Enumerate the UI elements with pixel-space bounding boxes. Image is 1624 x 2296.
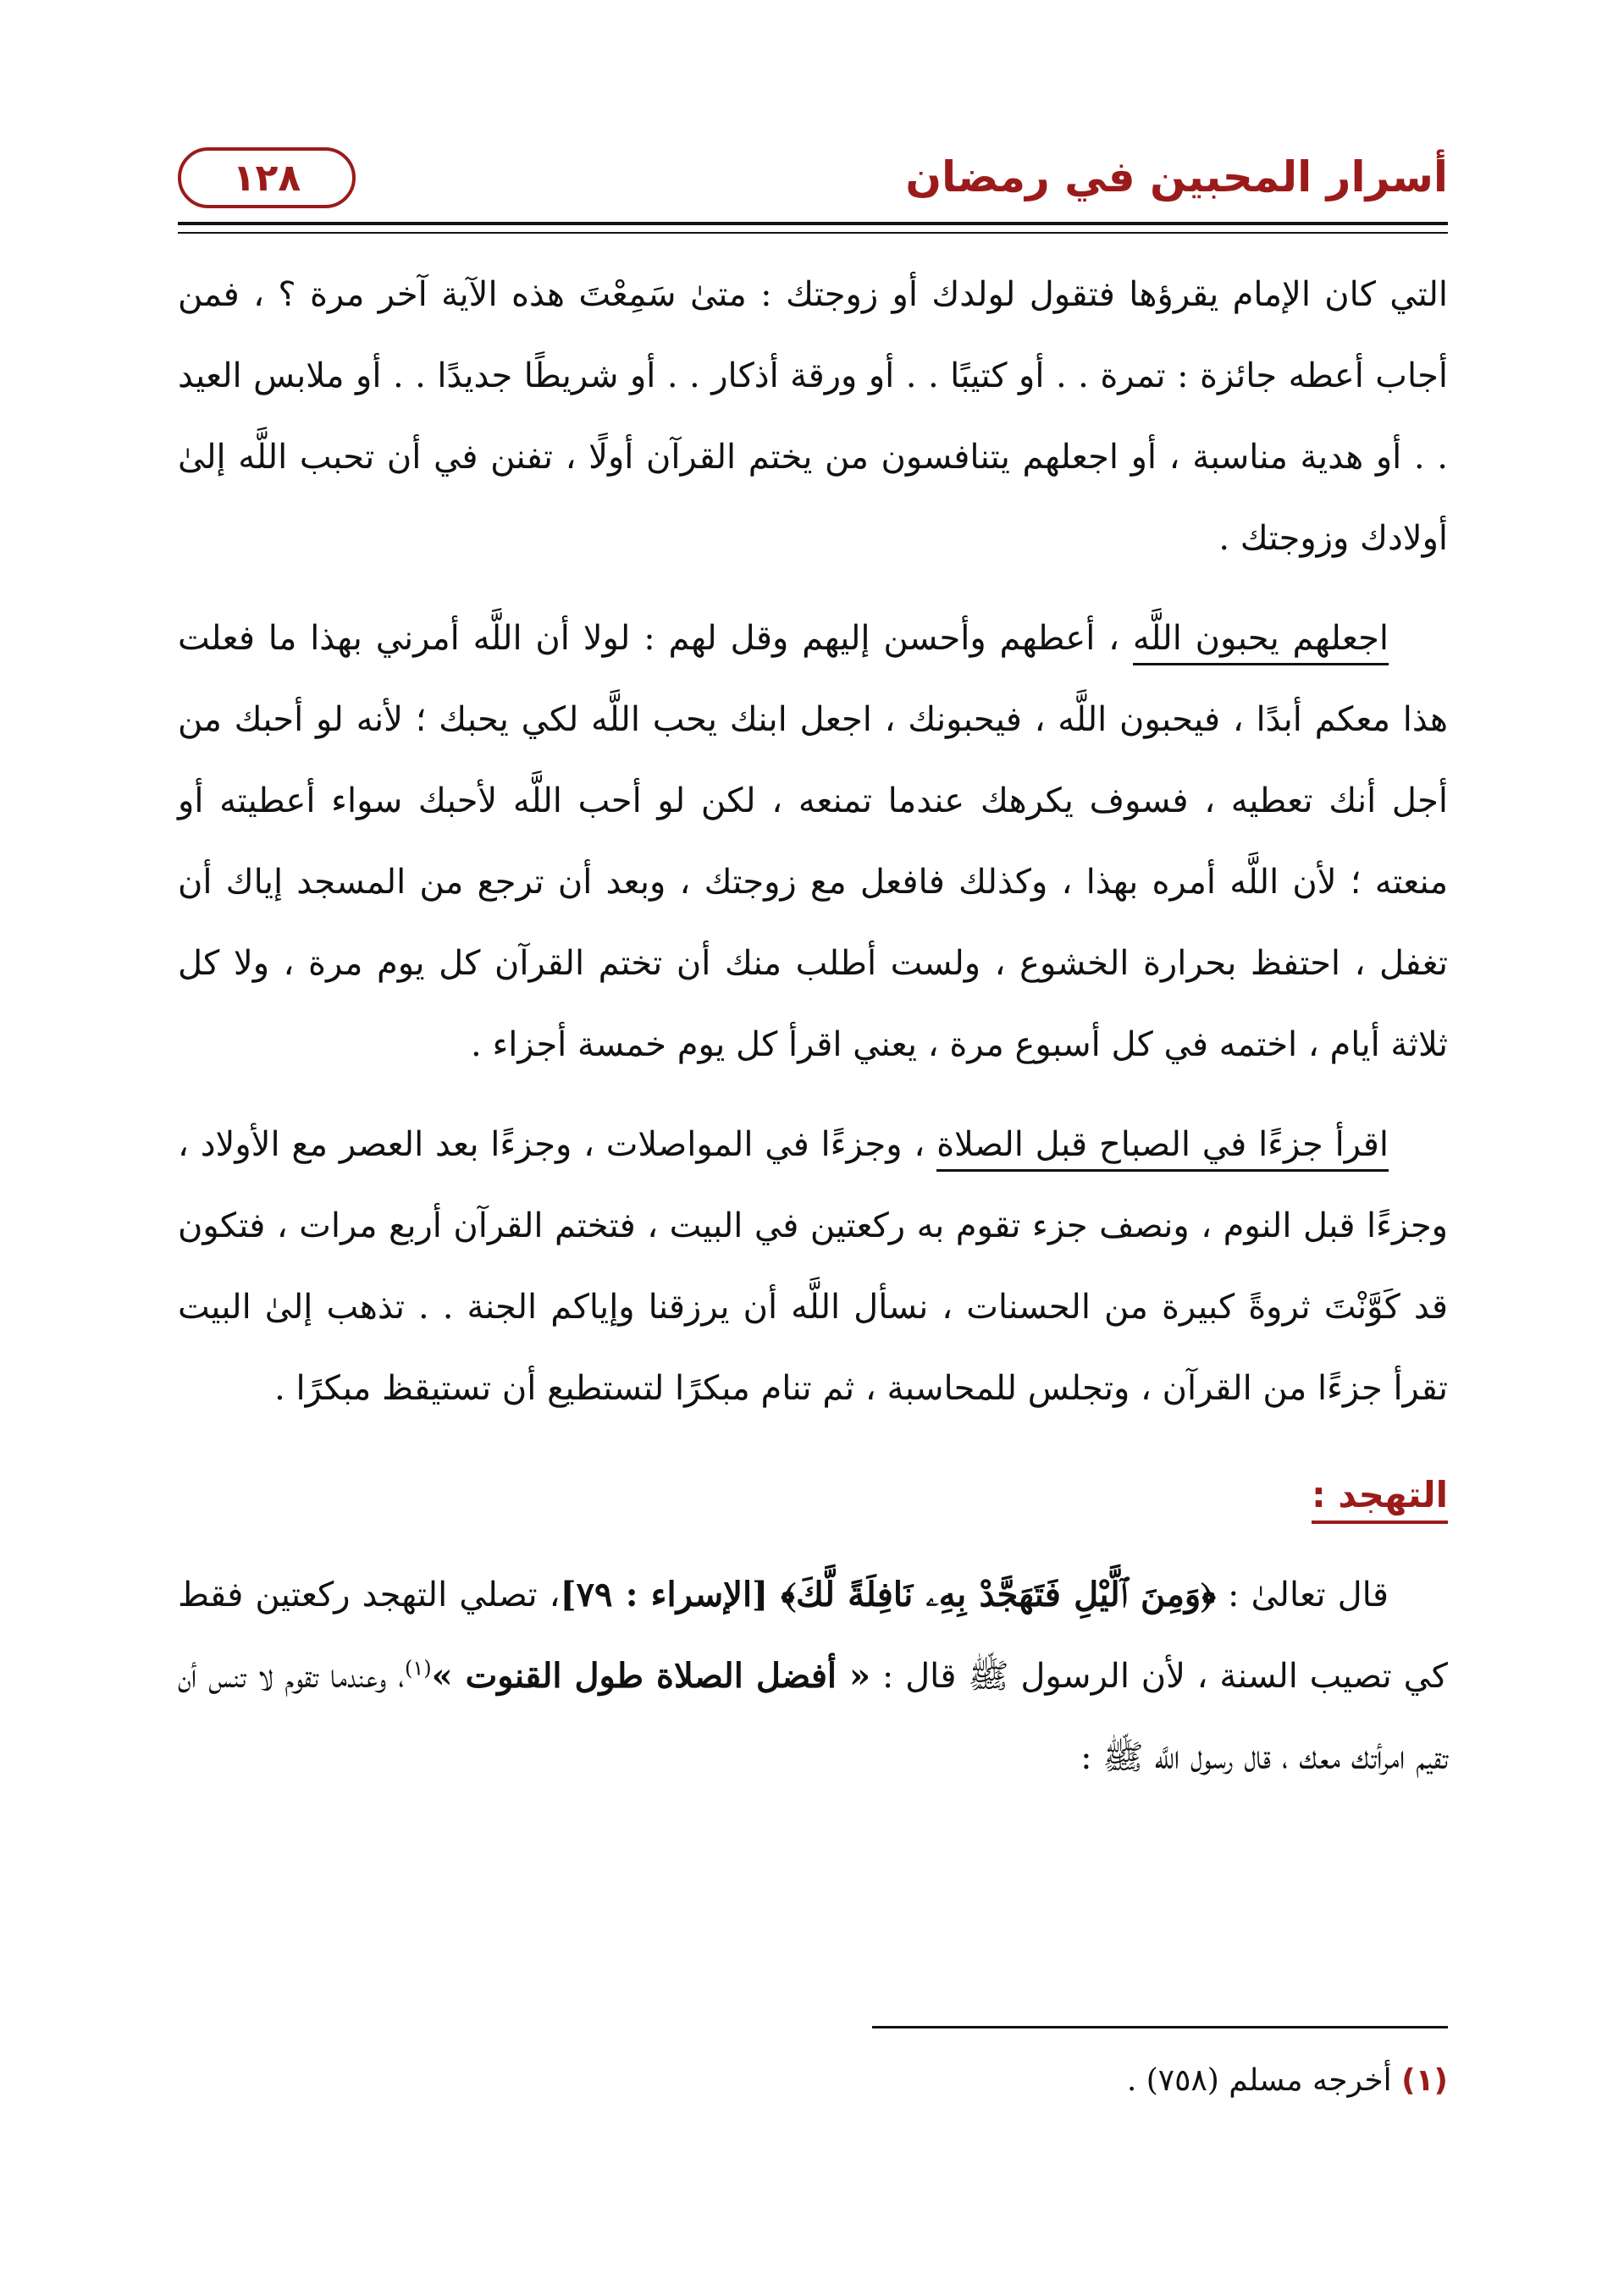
section-heading-text: التهجد :	[1312, 1474, 1448, 1524]
quran-verse: ﴿وَمِنَ ٱلَّيْلِ فَتَهَجَّدْ بِهِۦ نَافِلَةً لَّكَ﴾	[781, 1575, 1216, 1614]
page-number: ١٢٨	[178, 147, 356, 208]
paragraph-4-middle: ، تصلي التهجد ركعتين فقط كي تصيب السنة ، لأن الرسول ﷺ قال :	[178, 1576, 1448, 1696]
header-rule-thick	[178, 222, 1448, 225]
verse-reference: [الإسراء : ٧٩]	[560, 1575, 782, 1614]
footnote-text: أخرجه مسلم (٧٥٨) .	[1126, 2063, 1402, 2098]
section-heading	[178, 1454, 1448, 1536]
footnote	[178, 2056, 1448, 2106]
paragraph-3-lead: اقرأ جزءًا في الصباح قبل الصلاة	[936, 1125, 1389, 1172]
paragraph-4-intro: قال تعالىٰ :	[1215, 1576, 1389, 1614]
footnote-marker[interactable]: (١)	[404, 1656, 432, 1681]
page-header	[178, 144, 1448, 237]
paragraph-2	[178, 598, 1448, 1085]
hadith-quote: « أفضل الصلاة طول القنوت »	[431, 1656, 871, 1696]
body-text	[178, 254, 1448, 1817]
paragraph-4	[178, 1554, 1448, 1798]
paragraph-1: التي كان الإمام يقرؤها فتقول لولدك أو زوجتك : متىٰ سَمِعْتَ هذه الآية آخر مرة ؟ ، فمن أجاب أعطه جائزة : تمرة . . أو كتيبًا . . أو ورقة أذكار . . أو شريطًا جديدًا . . أو ملابس العيد . . أو هدية مناسبة ، أو اجعلهم يتنافسون من يختم القرآن أولًا ، تفنن في أن تحبب اللَّه إلىٰ أولادك وزوجتك .	[178, 275, 1448, 558]
paragraph-4-end: ، وعندما تقوم لا تنس أن تقيم امرأتك معك ، قال رسول اللَّه ﷺ :	[178, 1657, 1448, 1777]
paragraph-3	[178, 1104, 1448, 1429]
footnote-number: (١)	[1401, 2063, 1448, 2098]
book-title: أسرار المحبين في رمضان	[905, 152, 1448, 201]
header-rule-thin	[178, 232, 1448, 234]
paragraph-2-rest: ، أعطهم وأحسن إليهم وقل لهم : لولا أن اللَّه أمرني بهذا ما فعلت هذا معكم أبدًا ، فيحبون اللَّه ، فيحبونك ، اجعل ابنك يحب اللَّه لكي يحبك ؛ لأنه لو أحبك من أجل أنك تعطيه ، فسوف يكرهك عندما تمنعه ، لكن لو أحب اللَّه لأحبك سواء أعطيته أو منعته ؛ لأن اللَّه أمره بهذا ، وكذلك فافعل مع زوجتك ، وبعد أن ترجع من المسجد إياك أن تغفل ، احتفظ بحرارة الخشوع ، ولست أطلب منك أن تختم القرآن كل يوم مرة ، ولا كل ثلاثة أيام ، اختمه في كل أسبوع مرة ، يعني اقرأ كل يوم خمسة أجزاء .	[178, 619, 1448, 1064]
footnote-divider	[872, 2026, 1448, 2028]
paragraph-3-rest: ، وجزءًا في المواصلات ، وجزءًا بعد العصر مع الأولاد ، وجزءًا قبل النوم ، ونصف جزء تقوم به ركعتين في البيت ، فتختم القرآن أربع مرات ، فتكون قد كَوَّنْتَ ثروةً كبيرة من الحسنات ، نسأل اللَّه أن يرزقنا وإياكم الجنة . . تذهب إلىٰ البيت تقرأ جزءًا من القرآن ، وتجلس للمحاسبة ، ثم تنام مبكرًا لتستطيع أن تستيقظ مبكرًا .	[178, 1125, 1448, 1408]
paragraph-2-lead: اجعلهم يحبون اللَّه	[1133, 619, 1389, 665]
